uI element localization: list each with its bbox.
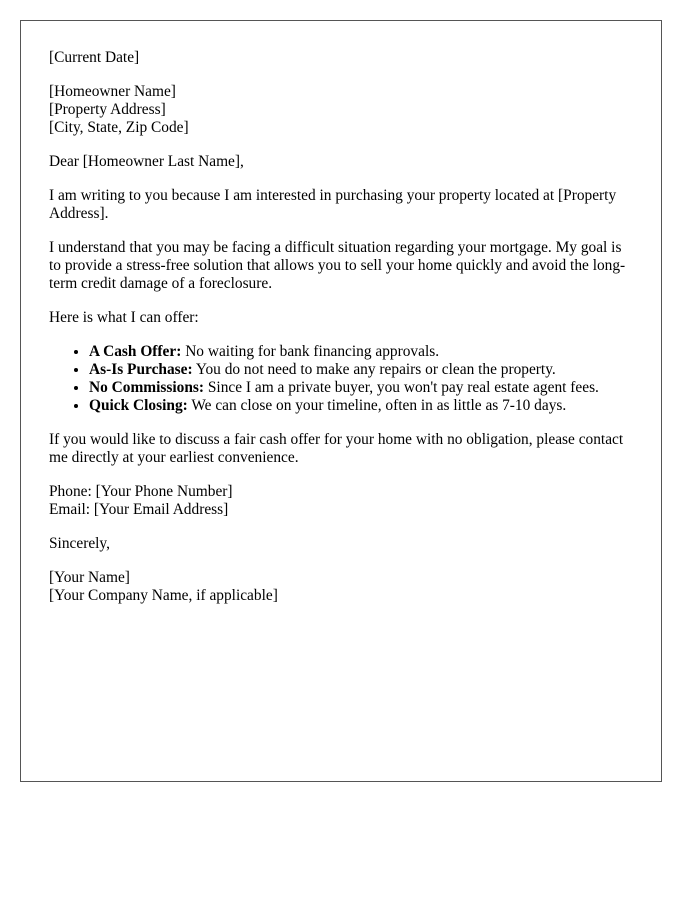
offer-label: As-Is Purchase: [89, 361, 193, 378]
recipient-city: [City, State, Zip Code] [49, 119, 189, 136]
letter-date: [Current Date] [49, 49, 140, 66]
offer-item [89, 361, 633, 379]
signature-block [49, 569, 633, 605]
offer-text: We can close on your timeline, often in as little as 7-10 days. [187, 397, 567, 414]
offer-text: You do not need to make any repairs or clean the property. [192, 361, 556, 378]
offer-item [89, 397, 633, 415]
offer-label: Quick Closing: [89, 397, 188, 414]
contact-block [49, 483, 633, 519]
offer-item [89, 379, 633, 397]
recipient-address: [Property Address] [49, 101, 166, 118]
offer-text: No waiting for bank financing approvals. [181, 343, 440, 360]
offer-text: Since I am a private buyer, you won't pay real estate agent fees. [204, 379, 599, 396]
offer-intro: Here is what I can offer: [49, 309, 199, 326]
offer-label: No Commissions: [89, 379, 205, 396]
contact-email: Email: [Your Email Address] [49, 501, 229, 518]
offer-label: A Cash Offer: [89, 343, 182, 360]
intro-paragraph: I am writing to you because I am interested in purchasing your property located at [Property Address]. [49, 187, 617, 222]
situation-paragraph: I understand that you may be facing a difficult situation regarding your mortgage. My goal is to provide a stress-free solution that allows you to sell your home quickly and avoid the long-term credit damage of a foreclosure. [49, 239, 626, 292]
recipient-name: [Homeowner Name] [49, 83, 176, 100]
contact-phone: Phone: [Your Phone Number] [49, 483, 233, 500]
signature-name: [Your Name] [49, 569, 130, 586]
salutation: Dear [Homeowner Last Name], [49, 153, 244, 170]
sign-off: Sincerely, [49, 535, 110, 552]
signature-company: [Your Company Name, if applicable] [49, 587, 278, 604]
offer-item [89, 343, 633, 361]
closing-paragraph: If you would like to discuss a fair cash offer for your home with no obligation, please contact me directly at your earliest convenience. [49, 431, 624, 466]
offer-list [49, 343, 633, 415]
letter-page [20, 20, 662, 782]
recipient-block [49, 83, 633, 137]
